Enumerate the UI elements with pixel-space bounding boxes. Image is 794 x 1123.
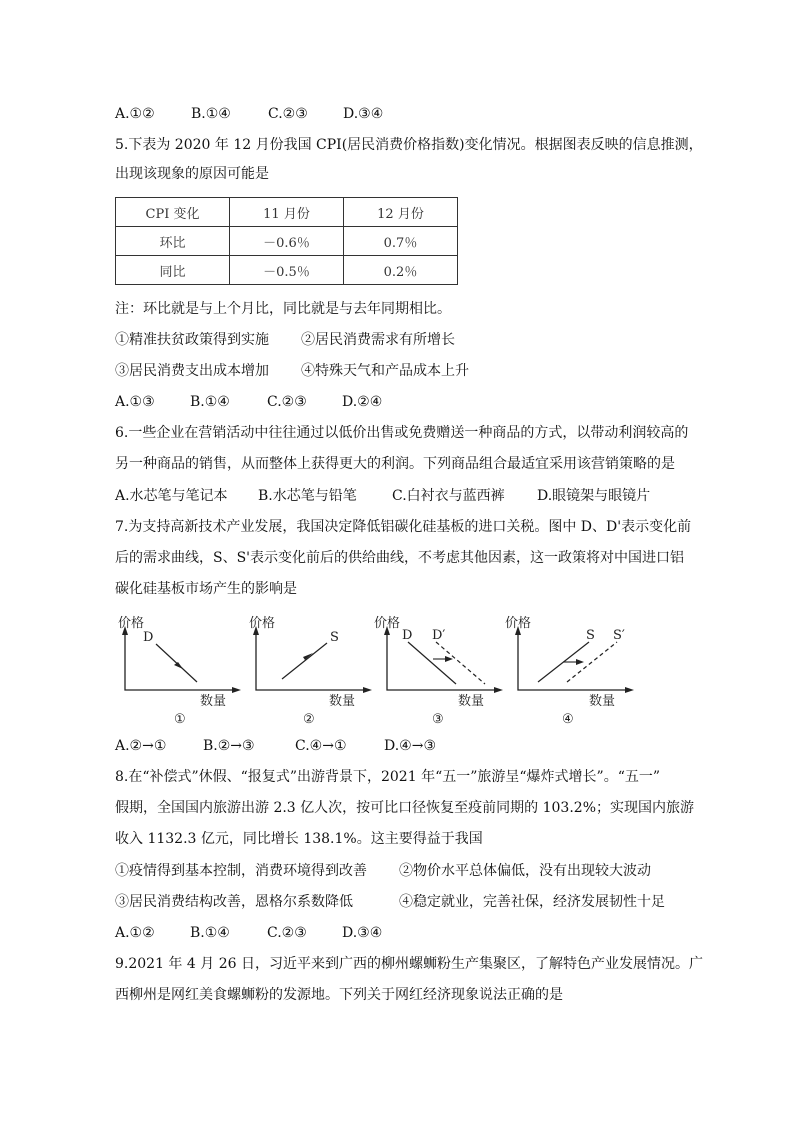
supply-demand-graph-1 (112, 612, 242, 727)
x-axis-arrow (232, 687, 241, 693)
q4-option-b: B.①④ (191, 106, 231, 122)
curve-label-s: S (586, 628, 595, 643)
q6-option-d: D.眼镜架与眼镜片 (537, 488, 651, 504)
q8-item-4: ④稳定就业，完善社保，经济发展韧性十足 (399, 894, 665, 910)
table-cell: －0.5％ (230, 256, 344, 285)
q5-items-row1 (115, 330, 455, 350)
graph-2-svg (243, 612, 373, 727)
q6-option-a: A.水芯笔与笔记本 (115, 488, 228, 504)
q6-option-b: B.水芯笔与铅笔 (258, 488, 357, 504)
curve-label-s: S (330, 630, 339, 645)
table-cell: 环比 (116, 227, 230, 256)
q5-option-d: D.②④ (342, 394, 383, 410)
table-header-row (116, 198, 458, 227)
graph-number: ① (174, 712, 186, 727)
q5-stem-line2: 出现该现象的原因可能是 (115, 166, 269, 182)
q5-item-3: ③居民消费支出成本增加 (115, 363, 269, 379)
supply-demand-graph-3 (374, 612, 504, 727)
graph-axes (256, 634, 366, 690)
q8-stem-line3: 收入 1132.3 亿元，同比增长 138.1%。这主要得益于我国 (115, 831, 483, 847)
graph-1-svg (112, 612, 242, 727)
q7-options (115, 736, 436, 756)
supply-demand-graph-2 (243, 612, 373, 727)
table-cell: －0.6％ (230, 227, 344, 256)
x-axis-arrow (494, 687, 503, 693)
cpi-table (115, 197, 458, 285)
q8-option-b: B.①④ (190, 925, 230, 941)
shift-arrow-head (576, 659, 584, 665)
graph-number: ③ (432, 712, 444, 727)
q7-option-c: C.④→① (295, 738, 347, 754)
q8-option-d: D.③④ (342, 925, 383, 941)
supply-demand-graph-4 (505, 612, 635, 727)
q8-items-row1 (115, 861, 651, 881)
x-axis-label: 数量 (589, 694, 616, 709)
q8-item-1: ①疫情得到基本控制，消费环境得到改善 (115, 863, 367, 879)
q6-stem-line2: 另一种商品的销售，从而整体上获得更大的利润。下列商品组合最适宜采用该营销策略的是 (115, 456, 675, 472)
q8-options (115, 923, 382, 943)
q4-option-d: D.③④ (343, 106, 384, 122)
table-cell: 0.2％ (344, 256, 458, 285)
curve-label-s-prime: S′ (613, 628, 625, 643)
graph-number: ④ (562, 712, 574, 727)
q5-items-row2 (115, 361, 469, 381)
demand-curve-after (436, 642, 485, 684)
q9-stem-line2: 西柳州是网红美食螺蛳粉的发源地。下列关于网红经济现象说法正确的是 (115, 987, 563, 1003)
table-row (116, 227, 458, 256)
demand-curve (156, 644, 197, 682)
q5-item-2: ②居民消费需求有所增长 (301, 332, 455, 348)
x-axis-arrow (363, 687, 372, 693)
q5-item-4: ④特殊天气和产品成本上升 (301, 363, 469, 379)
y-axis-label: 价格 (249, 616, 276, 631)
table-header-cell: 12 月份 (344, 198, 458, 227)
q8-items-row2 (115, 892, 665, 912)
q9-stem-line1: 9.2021 年 4 月 26 日，习近平来到广西的柳州螺蛳粉生产集聚区，了解特色产业发展情况。广 (115, 956, 703, 972)
table-row (116, 256, 458, 285)
q5-option-b: B.①④ (190, 394, 230, 410)
q6-option-c: C.白衬衣与蓝西裤 (392, 488, 505, 504)
q6-options (115, 486, 650, 506)
graph-3-svg (374, 612, 504, 727)
curve-label-d: D (402, 628, 413, 643)
q4-option-a: A.①② (115, 106, 155, 122)
table-cell: 同比 (116, 256, 230, 285)
q7-stem-line3: 碳化硅基板市场产生的影响是 (115, 581, 297, 597)
q5-option-c: C.②③ (267, 394, 307, 410)
shift-arrow-head (445, 656, 453, 662)
q8-item-3: ③居民消费结构改善，恩格尔系数降低 (115, 894, 353, 910)
table-header-cell: CPI 变化 (116, 198, 230, 227)
q5-item-1: ①精准扶贫政策得到实施 (115, 332, 269, 348)
q5-options (115, 392, 382, 412)
q5-stem-line1: 5.下表为 2020 年 12 月份我国 CPI(居民消费价格指数)变化情况。根据图表反映的信息推测， (115, 137, 703, 153)
x-axis-label: 数量 (200, 694, 227, 709)
q8-option-c: C.②③ (267, 925, 307, 941)
q8-stem-line2: 假期，全国国内旅游出游 2.3 亿人次，按可比口径恢复至疫前同期的 103.2%；实现国内旅游 (115, 800, 694, 816)
q8-stem-line1: 8.在“补偿式”休假、“报复式”出游背景下，2021 年“五一”旅游呈“爆炸式增长”。“五一” (115, 769, 661, 785)
y-axis-label: 价格 (374, 616, 401, 631)
graph-number: ② (303, 712, 315, 727)
q7-option-d: D.④→③ (384, 738, 437, 754)
q7-stem-line2: 后的需求曲线，S、S'表示变化前后的供给曲线，不考虑其他因素，这一政策将对中国进口铝 (115, 550, 685, 566)
x-axis-arrow (625, 687, 634, 693)
q4-option-c: C.②③ (268, 106, 308, 122)
q8-item-2: ②物价水平总体偏低，没有出现较大波动 (399, 863, 651, 879)
q7-option-a: A.②→① (115, 738, 167, 754)
table-header-cell: 11 月份 (230, 198, 344, 227)
q7-option-b: B.②→③ (203, 738, 255, 754)
q5-option-a: A.①③ (115, 394, 155, 410)
y-axis-label: 价格 (505, 616, 532, 631)
q5-note: 注：环比就是与上个月比，同比就是与去年同期相比。 (115, 301, 451, 317)
x-axis-label: 数量 (458, 694, 485, 709)
x-axis-label: 数量 (329, 694, 356, 709)
supply-curve (282, 643, 327, 679)
q6-stem-line1: 6.一些企业在营销活动中往往通过以低价出售或免费赠送一种商品的方式，以带动利润较高的 (115, 425, 689, 441)
graph-4-svg (505, 612, 635, 727)
y-axis-label: 价格 (118, 616, 145, 631)
movement-arrow (174, 662, 183, 669)
q4-options (115, 104, 383, 124)
graph-axes (125, 634, 235, 690)
curve-label-d-prime: D′ (432, 628, 446, 643)
table-cell: 0.7％ (344, 227, 458, 256)
q8-option-a: A.①② (115, 925, 155, 941)
demand-curve-before (408, 642, 456, 684)
q7-stem-line1: 7.为支持高新技术产业发展，我国决定降低铝碳化硅基板的进口关税。图中 D、D'表示变化前 (115, 519, 692, 535)
curve-label-d: D (143, 630, 154, 645)
